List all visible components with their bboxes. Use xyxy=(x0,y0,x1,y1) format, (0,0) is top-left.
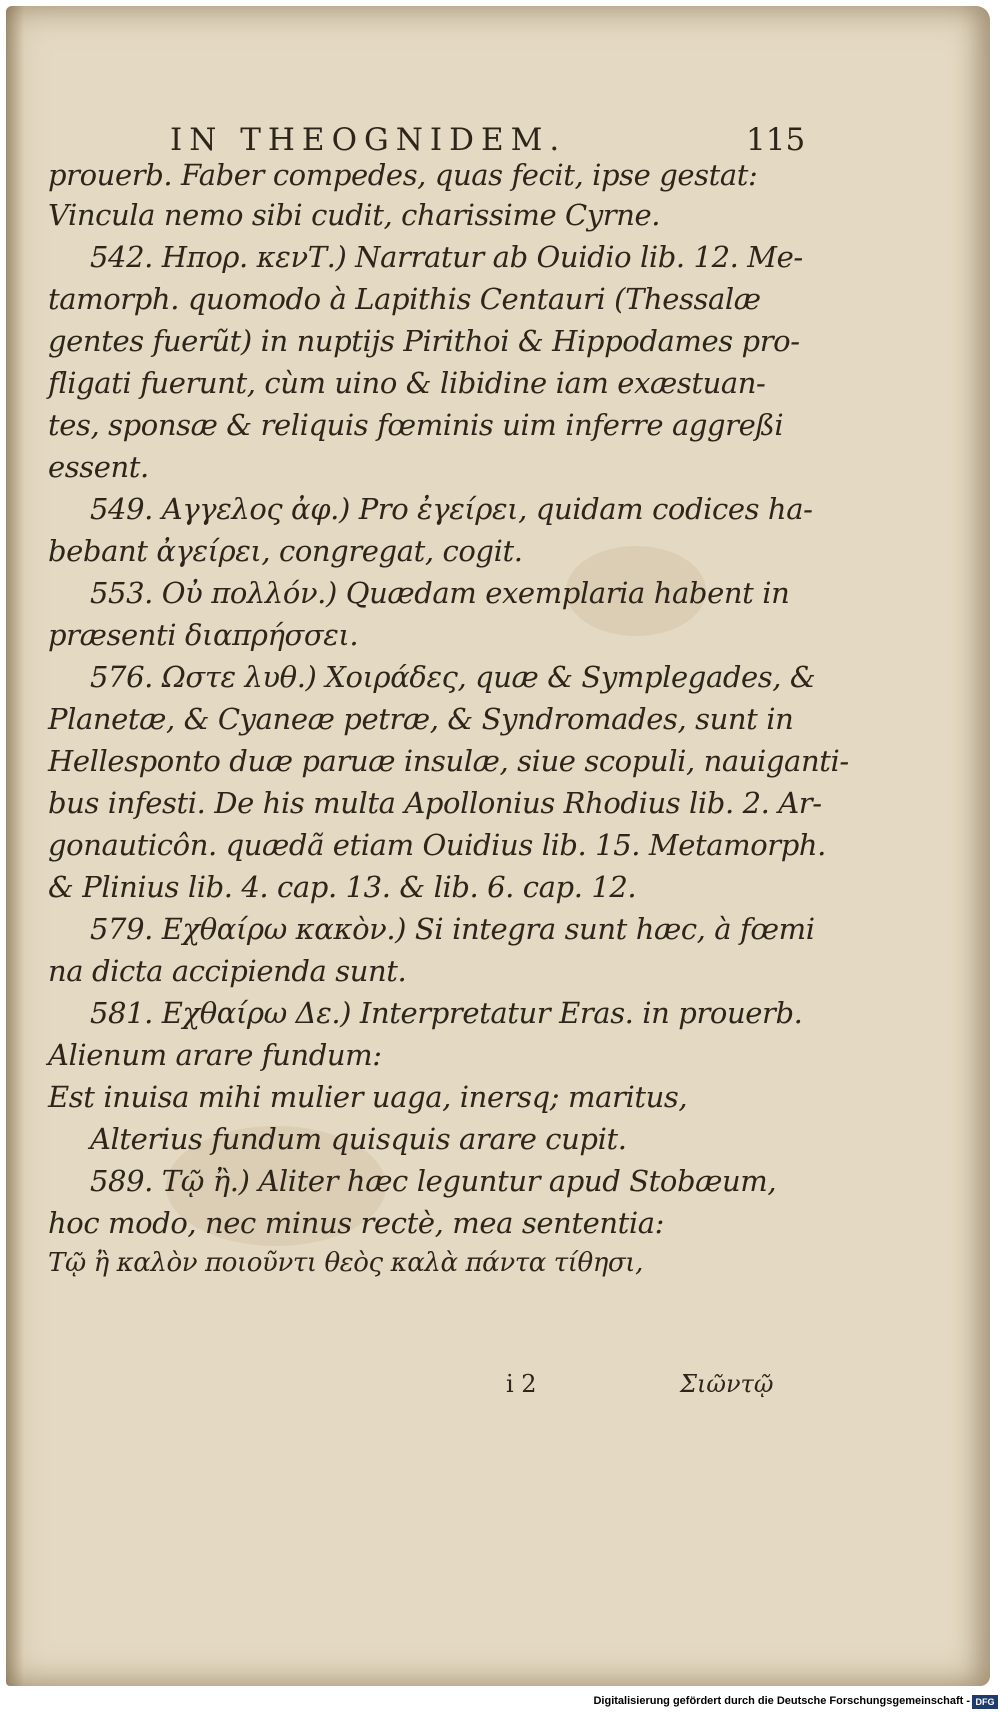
dfg-logo: DFG xyxy=(972,1695,998,1709)
text-line: Hellesponto duæ paruæ insulæ, siue scopuli, nauiganti- xyxy=(48,744,849,778)
text-line: tamorph. quomodo à Lapithis Centauri (Thessalæ xyxy=(48,282,761,316)
text-line: Planetæ, & Cyaneæ petræ, & Syndromades, sunt in xyxy=(48,702,794,736)
text-line: bus infesti. De his multa Apollonius Rhodius lib. 2. Ar- xyxy=(48,786,822,820)
text-line: 542. Ηπορ. κενΤ.) Narratur ab Ouidio lib. 12. Me- xyxy=(90,240,803,274)
text-line: fligati fuerunt, cùm uino & libidine iam exæstuan- xyxy=(48,366,766,400)
text-line: gonauticôn. quædã etiam Ouidius lib. 15. Metamorph. xyxy=(48,828,826,862)
text-line: bebant ἀγείρει, congregat, cogit. xyxy=(48,534,523,568)
text-line: Τῷ ἢ καλὸν ποιοῦντι θεὸς καλὰ πάντα τίθησι, xyxy=(48,1248,643,1278)
text-line: Est inuisa mihi mulier uaga, inersq; maritus, xyxy=(48,1080,688,1114)
text-line: 553. Οὐ πολλόν.) Quædam exemplaria habent in xyxy=(90,576,790,610)
text-line: gentes fuerũt) in nuptijs Pirithoi & Hippodames pro- xyxy=(48,324,800,358)
signature-mark: i 2 xyxy=(506,1370,537,1398)
running-head: IN THEOGNIDEM. xyxy=(170,122,567,158)
text-line: hoc modo, nec minus rectè, mea sententia: xyxy=(48,1206,665,1240)
page-number: 115 xyxy=(746,122,806,158)
text-line: prouerb. Faber compedes, quas fecit, ipse gestat: xyxy=(48,158,758,192)
text-line: Alterius fundum quisquis arare cupit. xyxy=(90,1122,627,1156)
text-line: 576. Ωστε λυθ.) Χοιράδες, quæ & Symplegades, & xyxy=(90,660,816,694)
text-line: na dicta accipienda sunt. xyxy=(48,954,407,988)
text-line: 581. Εχθαίρω Δε.) Interpretatur Eras. in prouerb. xyxy=(90,996,803,1030)
text-line: Alienum arare fundum: xyxy=(48,1038,382,1072)
text-line: præsenti διαπρήσσει. xyxy=(48,618,359,652)
page-binding-shadow xyxy=(6,6,24,1686)
text-line: 549. Αγγελος ἀφ.) Pro ἐγείρει, quidam codices ha- xyxy=(90,492,813,526)
text-line: Vincula nemo sibi cudit, charissime Cyrne. xyxy=(48,198,661,232)
catchword: Σιῶντῷ xyxy=(680,1370,774,1398)
text-line: essent. xyxy=(48,450,149,484)
digitization-credit: Digitalisierung gefördert durch die Deutsche Forschungsgemeinschaft - xyxy=(593,1695,970,1707)
text-line: & Plinius lib. 4. cap. 13. & lib. 6. cap. 12. xyxy=(48,870,637,904)
text-line: 579. Εχθαίρω κακὸν.) Si integra sunt hæc, à fœmi xyxy=(90,912,815,946)
text-line: 589. Τῷ ἢ.) Aliter hæc leguntur apud Stobæum, xyxy=(90,1164,777,1198)
text-line: tes, sponsæ & reliquis fœminis uim inferre aggreßi xyxy=(48,408,784,442)
